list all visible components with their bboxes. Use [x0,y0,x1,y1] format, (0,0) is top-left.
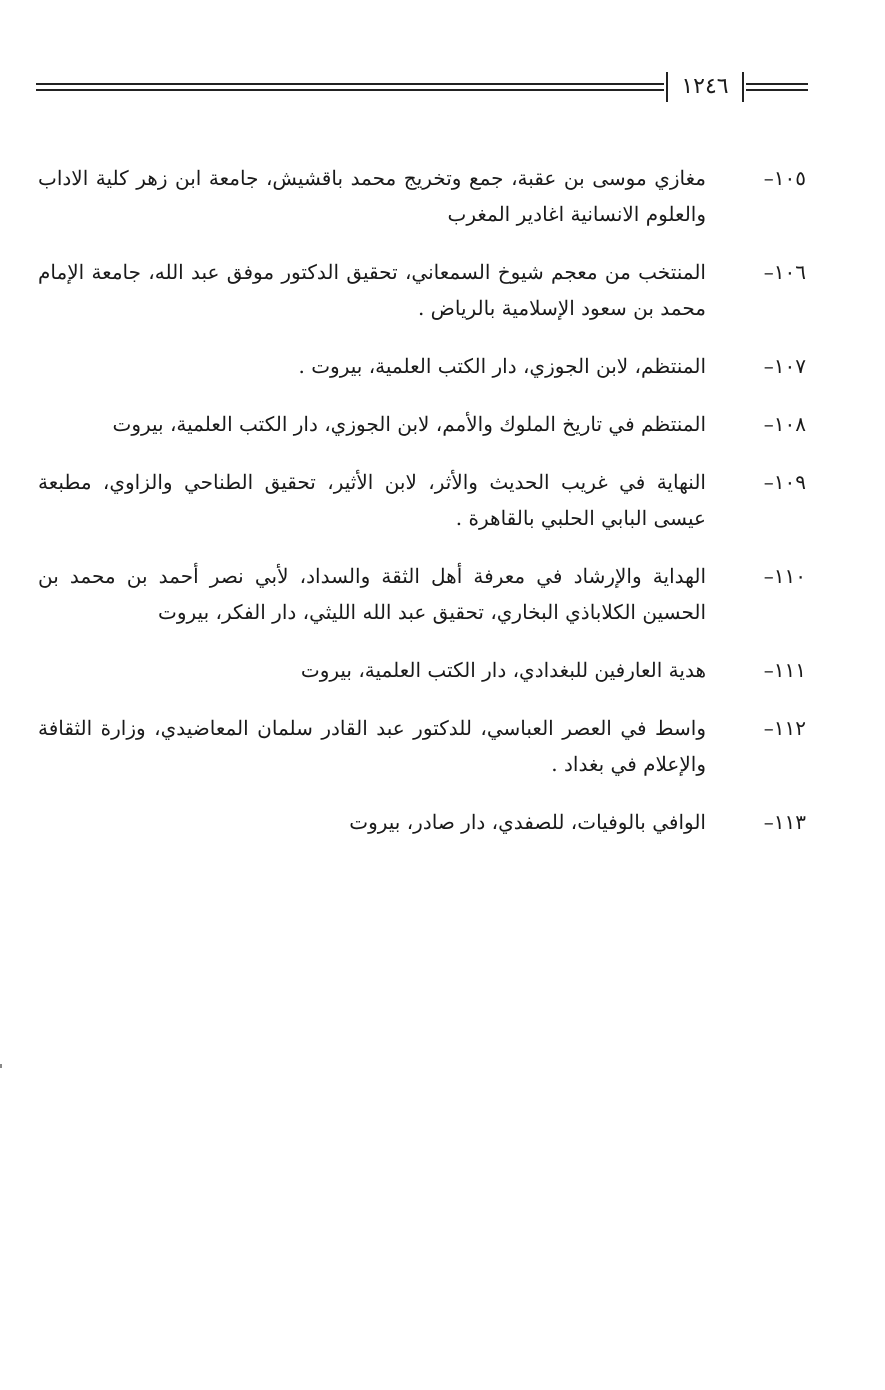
bibliography-entry [38,652,808,688]
entry-text: هدية العارفين للبغدادي، دار الكتب العلمية، بيروت [300,658,706,682]
entry-text: الهداية والإرشاد في معرفة أهل الثقة والسداد، لأبي نصر أحمد بن محمد بن الحسين الكلاباذي البخاري، تحقيق عبد الله الليثي، دار الفكر، بيروت [38,564,706,624]
header-divider-left [666,72,668,102]
bibliography-entry [38,464,808,536]
entry-number: ١١١– [763,658,806,682]
entry-number: ١٠٩– [763,470,806,494]
header-divider-right [742,72,744,102]
entry-number: ١١٠– [763,564,806,588]
entry-number: ١٠٦– [763,260,806,284]
header-rule-left-top [36,83,664,85]
header-rule-right-top [746,83,808,85]
header-rule-right-bottom [746,89,808,91]
bibliography-entry [38,348,808,384]
margin-mark [0,1064,2,1068]
entry-number: ١٠٥– [763,166,806,190]
bibliography-entry [38,558,808,630]
entry-number: ١١٢– [763,716,806,740]
page-number: ١٢٤٦ [681,74,729,99]
entry-text: واسط في العصر العباسي، للدكتور عبد القادر سلمان المعاضيدي، وزارة الثقافة والإعلام في بغداد . [38,716,706,776]
entry-text: المنتظم، لابن الجوزي، دار الكتب العلمية، بيروت . [298,354,706,378]
entry-text: النهاية في غريب الحديث والأثر، لابن الأثير، تحقيق الطناحي والزاوي، مطبعة عيسى البابي الحلبي بالقاهرة . [38,470,706,530]
entry-text: المنتظم في تاريخ الملوك والأمم، لابن الجوزي، دار الكتب العلمية، بيروت [112,412,706,436]
bibliography-entry [38,160,808,232]
bibliography-entry [38,804,808,840]
entry-number: ١٠٨– [763,412,806,436]
header-rule-left-bottom [36,89,664,91]
bibliography-entry [38,254,808,326]
entry-text: مغازي موسى بن عقبة، جمع وتخريج محمد باقشيش، جامعة ابن زهر كلية الاداب والعلوم الانسانية اغادير المغرب [38,166,706,226]
bibliography-list [38,160,808,862]
page-header [36,72,808,108]
entry-number: ١١٣– [763,810,806,834]
bibliography-entry [38,710,808,782]
entry-text: الوافي بالوفيات، للصفدي، دار صادر، بيروت [349,810,706,834]
entry-number: ١٠٧– [763,354,806,378]
entry-text: المنتخب من معجم شيوخ السمعاني، تحقيق الدكتور موفق عبد الله، جامعة الإمام محمد بن سعود الإسلامية بالرياض . [38,260,706,320]
bibliography-entry [38,406,808,442]
